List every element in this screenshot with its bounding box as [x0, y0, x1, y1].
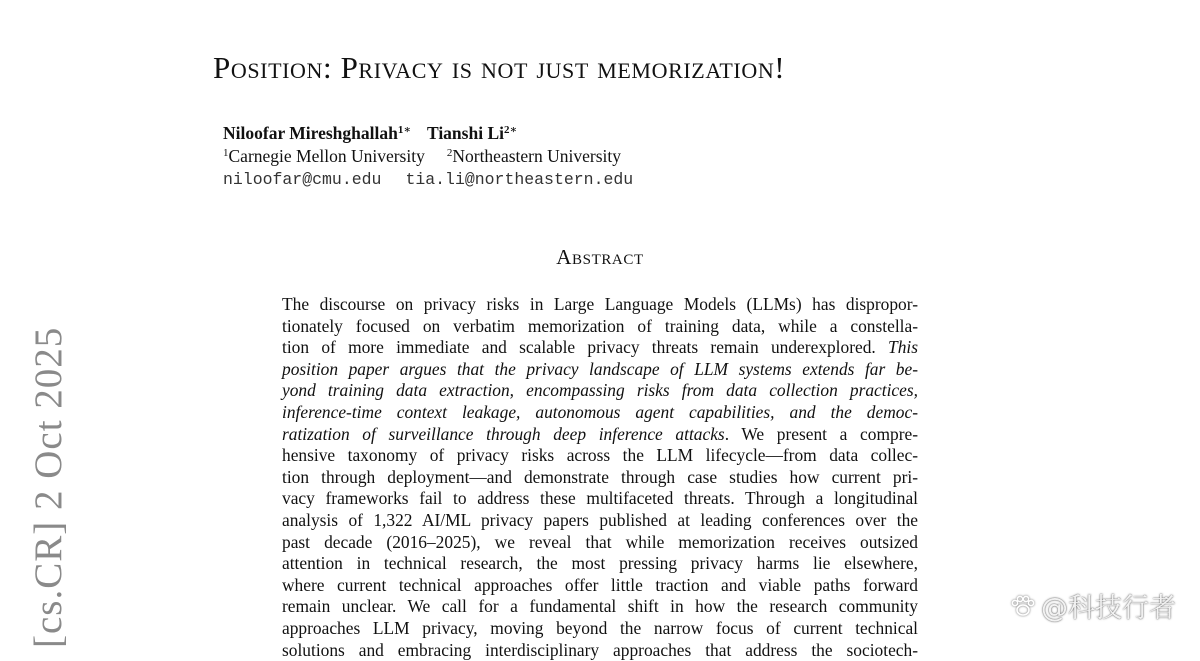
abstract-text: . We present a compre- [725, 424, 918, 444]
abstract-text: attention in technical research, the most pressing privacy harms lie elsewhere, [282, 553, 918, 573]
author-email: niloofar@cmu.edu [223, 170, 381, 189]
paper-title: Position: Privacy is not just memorization! [213, 50, 785, 86]
abstract-text: where current technical approaches offer little traction and viable paths forward [282, 575, 918, 595]
abstract-text: approaches LLM privacy, moving beyond the narrow focus of current technical [282, 618, 918, 638]
abstract-italic-text: ratization of surveillance through deep inference attacks [282, 424, 725, 444]
watermark-text: @科技行者 [1041, 586, 1176, 625]
affiliation-name: Carnegie Mellon University [229, 146, 425, 166]
author-block [223, 122, 633, 191]
affiliation-mark: 1 [223, 147, 229, 159]
abstract-line [282, 553, 918, 575]
abstract-line [282, 445, 918, 467]
abstract-text: past decade (2016–2025), we reveal that while memorization receives outsized [282, 532, 918, 552]
abstract-line [282, 467, 918, 489]
abstract-text: remain unclear. We call for a fundamental shift in how the research community [282, 596, 918, 616]
affiliation-mark: 2 [447, 147, 453, 159]
abstract-italic-text: position paper argues that the privacy landscape of LLM systems extends far be- [282, 359, 918, 379]
abstract-line [282, 316, 918, 338]
author-name: Tianshi Li [427, 123, 504, 143]
abstract-text: The discourse on privacy risks in Large Language Models (LLMs) has dispropor- [282, 294, 918, 314]
abstract-italic-text: inference-time context leakage, autonomous agent capabilities, and the democ- [282, 402, 918, 422]
email-list [223, 168, 633, 191]
author-email: tia.li@northeastern.edu [405, 170, 633, 189]
abstract-line [282, 424, 918, 446]
abstract-heading: Abstract [0, 245, 1200, 270]
abstract-line [282, 294, 918, 316]
affiliations [223, 145, 633, 168]
abstract-line [282, 618, 918, 640]
abstract-line [282, 510, 918, 532]
abstract-text: vacy frameworks fail to address these multifaceted threats. Through a longitudinal [282, 488, 918, 508]
abstract-text: hensive taxonomy of privacy risks across the LLM lifecycle—from data collec- [282, 445, 918, 465]
arxiv-stamp: [cs.CR] 2 Oct 2025 [24, 327, 74, 648]
abstract-italic-text: This [888, 337, 918, 357]
abstract-body [282, 294, 918, 661]
abstract-line [282, 575, 918, 597]
abstract-text: analysis of 1,322 AI/ML privacy papers published at leading conferences over the [282, 510, 918, 530]
abstract-text: solutions and embracing interdisciplinary approaches that address the sociotech- [282, 640, 918, 660]
paw-icon [1009, 594, 1037, 618]
abstract-text: tion of more immediate and scalable privacy threats remain underexplored. [282, 337, 888, 357]
abstract-line [282, 640, 918, 661]
abstract-text: tionately focused on verbatim memorization of training data, while a constella- [282, 316, 918, 336]
abstract-line [282, 380, 918, 402]
abstract-line [282, 488, 918, 510]
author-mark: 1∗ [398, 124, 411, 136]
abstract-line [282, 402, 918, 424]
abstract-line [282, 596, 918, 618]
author-names [223, 122, 633, 145]
abstract-line [282, 532, 918, 554]
abstract-text: tion through deployment—and demonstrate through case studies how current pri- [282, 467, 918, 487]
author-name: Niloofar Mireshghallah [223, 123, 398, 143]
abstract-line [282, 359, 918, 381]
watermark [1009, 586, 1176, 625]
author-mark: 2∗ [504, 124, 517, 136]
abstract-italic-text: yond training data extraction, encompassing risks from data collection practices, [282, 380, 918, 400]
abstract-line [282, 337, 918, 359]
affiliation-name: Northeastern University [452, 146, 621, 166]
